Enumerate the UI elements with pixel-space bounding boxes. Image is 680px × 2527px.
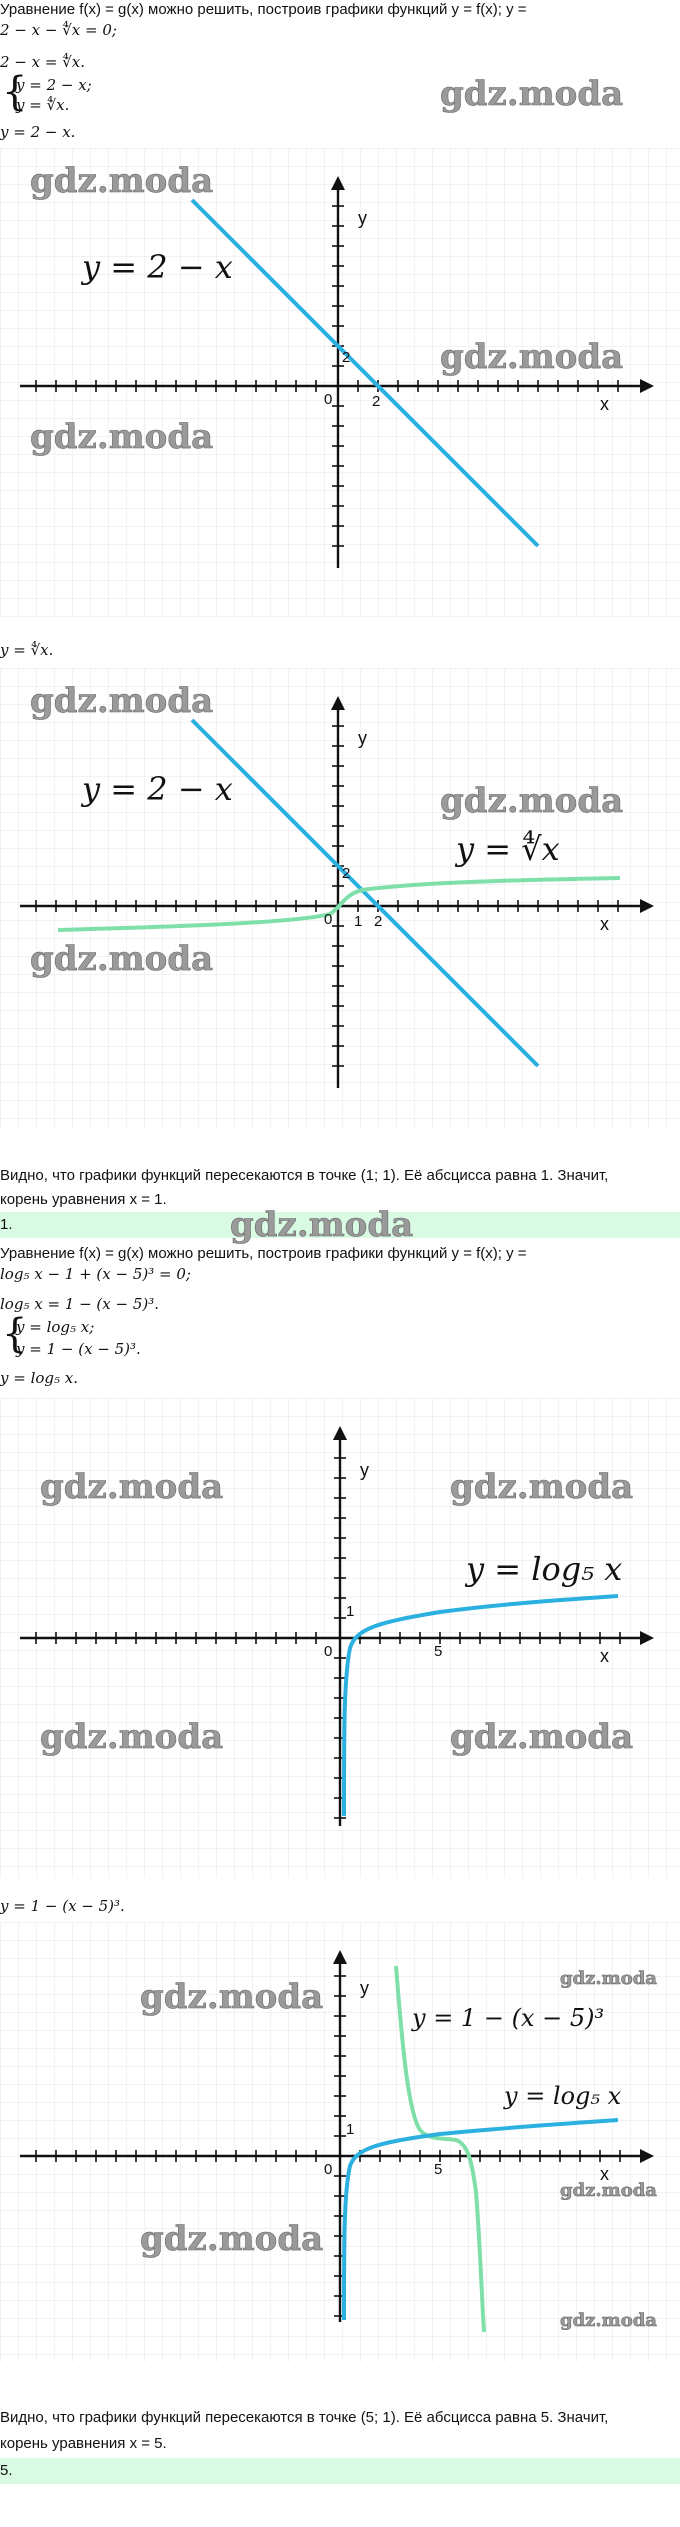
ex2-intro-line2: log₅ x − 1 + (x − 5)³ = 0; xyxy=(0,1265,191,1283)
watermark: gdz.moda xyxy=(440,337,624,377)
ex2-answer xyxy=(0,2458,680,2484)
svg-text:x: x xyxy=(600,2164,609,2184)
label-cubic: y = 1 − (x − 5)³ xyxy=(412,2004,605,2032)
ex2-intro-line1: Уравнение f(x) = g(x) можно решить, построив графики функций y = f(x); y = xyxy=(0,1245,527,1262)
watermark: gdz.moda xyxy=(40,1717,224,1757)
ex1-intro-line2: 2 − x − ∜x = 0; xyxy=(0,21,117,39)
svg-text:1: 1 xyxy=(354,913,363,930)
svg-text:0: 0 xyxy=(324,911,333,928)
svg-text:0: 0 xyxy=(324,2161,333,2178)
watermark: gdz.moda xyxy=(30,417,214,457)
svg-text:2: 2 xyxy=(342,865,351,882)
ex2-system-line2: y = 1 − (x − 5)³. xyxy=(16,1340,141,1358)
ex1-system-line1: y = 2 − x; xyxy=(16,76,92,94)
svg-text:0: 0 xyxy=(324,391,333,408)
ex2-conclusion-line1: Видно, что графики функций пересекаются в точке (5; 1). Её абсцисса равна 5. Значит, xyxy=(0,2409,609,2426)
watermark: gdz.moda xyxy=(450,1717,634,1757)
watermark: gdz.moda xyxy=(560,1968,657,1989)
answer-value: 5. xyxy=(0,2462,13,2479)
ex2-equation: log₅ x = 1 − (x − 5)³. xyxy=(0,1295,160,1313)
svg-text:x: x xyxy=(600,394,609,414)
watermark: gdz.moda xyxy=(140,2219,324,2259)
svg-text:gdz.moda: gdz.moda xyxy=(440,74,624,114)
svg-text:1: 1 xyxy=(346,2121,355,2138)
ex2-function1: y = log₅ x. xyxy=(0,1369,79,1387)
svg-text:0: 0 xyxy=(324,1643,333,1660)
svg-text:1: 1 xyxy=(346,1603,355,1620)
watermark: gdz.moda xyxy=(30,161,214,201)
label-line: y = 2 − x xyxy=(82,248,233,286)
watermark: gdz.moda xyxy=(450,1467,634,1507)
label-log: y = log₅ x xyxy=(504,2082,622,2110)
watermark xyxy=(220,1200,460,1250)
graph-2 xyxy=(0,668,680,1128)
watermark: gdz.moda xyxy=(30,939,214,979)
svg-text:2: 2 xyxy=(374,913,383,930)
svg-text:y: y xyxy=(358,728,367,748)
ex1-function2: y = ∜x. xyxy=(0,641,54,659)
watermark: gdz.moda xyxy=(140,1977,324,2017)
label-log: y = log₅ x xyxy=(466,1550,623,1588)
svg-text:2: 2 xyxy=(342,349,351,366)
watermark xyxy=(430,70,670,120)
graph-4 xyxy=(0,1922,680,2362)
ex1-system-line2: y = ∜x. xyxy=(16,96,70,114)
svg-text:y: y xyxy=(360,1978,369,1998)
ex2-conclusion-line2: корень уравнения x = 5. xyxy=(0,2435,167,2452)
brace-icon: { xyxy=(2,1311,28,1357)
svg-text:gdz.moda: gdz.moda xyxy=(230,1205,414,1245)
graph-3 xyxy=(0,1398,680,1878)
watermark: gdz.moda xyxy=(40,1467,224,1507)
svg-text:x: x xyxy=(600,914,609,934)
label-line: y = 2 − x xyxy=(82,770,233,808)
ex2-function2: y = 1 − (x − 5)³. xyxy=(0,1897,125,1915)
graph-1 xyxy=(0,148,680,618)
ex1-intro-line1: Уравнение f(x) = g(x) можно решить, построив графики функций y = f(x); y = xyxy=(0,1,527,18)
ex1-conclusion-line2: корень уравнения x = 1. xyxy=(0,1191,167,1208)
label-root: y = ∜x xyxy=(456,830,560,868)
watermark: gdz.moda xyxy=(440,781,624,821)
ex1-function1: y = 2 − x. xyxy=(0,123,76,141)
ex1-conclusion-line1: Видно, что графики функций пересекаются в точке (1; 1). Её абсцисса равна 1. Значит, xyxy=(0,1167,609,1184)
ex2-system-line1: y = log₅ x; xyxy=(16,1318,95,1336)
svg-text:5: 5 xyxy=(434,2161,443,2178)
ex1-equation: 2 − x = ∜x. xyxy=(0,53,85,71)
svg-text:y: y xyxy=(360,1460,369,1480)
svg-text:2: 2 xyxy=(372,393,381,410)
watermark: gdz.moda xyxy=(560,2180,657,2201)
watermark: gdz.moda xyxy=(30,681,214,721)
svg-text:x: x xyxy=(600,1646,609,1666)
brace-icon: { xyxy=(2,69,28,115)
svg-text:y: y xyxy=(358,208,367,228)
watermark: gdz.moda xyxy=(560,2310,657,2331)
answer-value: 1. xyxy=(0,1216,13,1233)
svg-text:5: 5 xyxy=(434,1643,443,1660)
